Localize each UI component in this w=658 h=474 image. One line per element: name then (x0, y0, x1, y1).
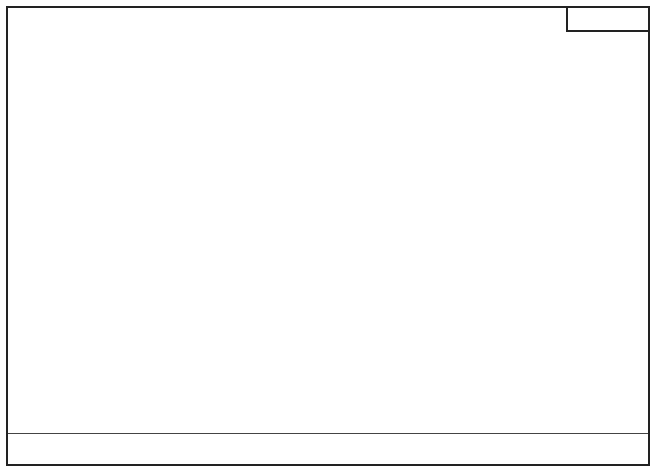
print-badge (566, 8, 648, 32)
notice-footer (8, 433, 648, 464)
notice-frame (6, 6, 650, 466)
notice-content (18, 34, 638, 430)
